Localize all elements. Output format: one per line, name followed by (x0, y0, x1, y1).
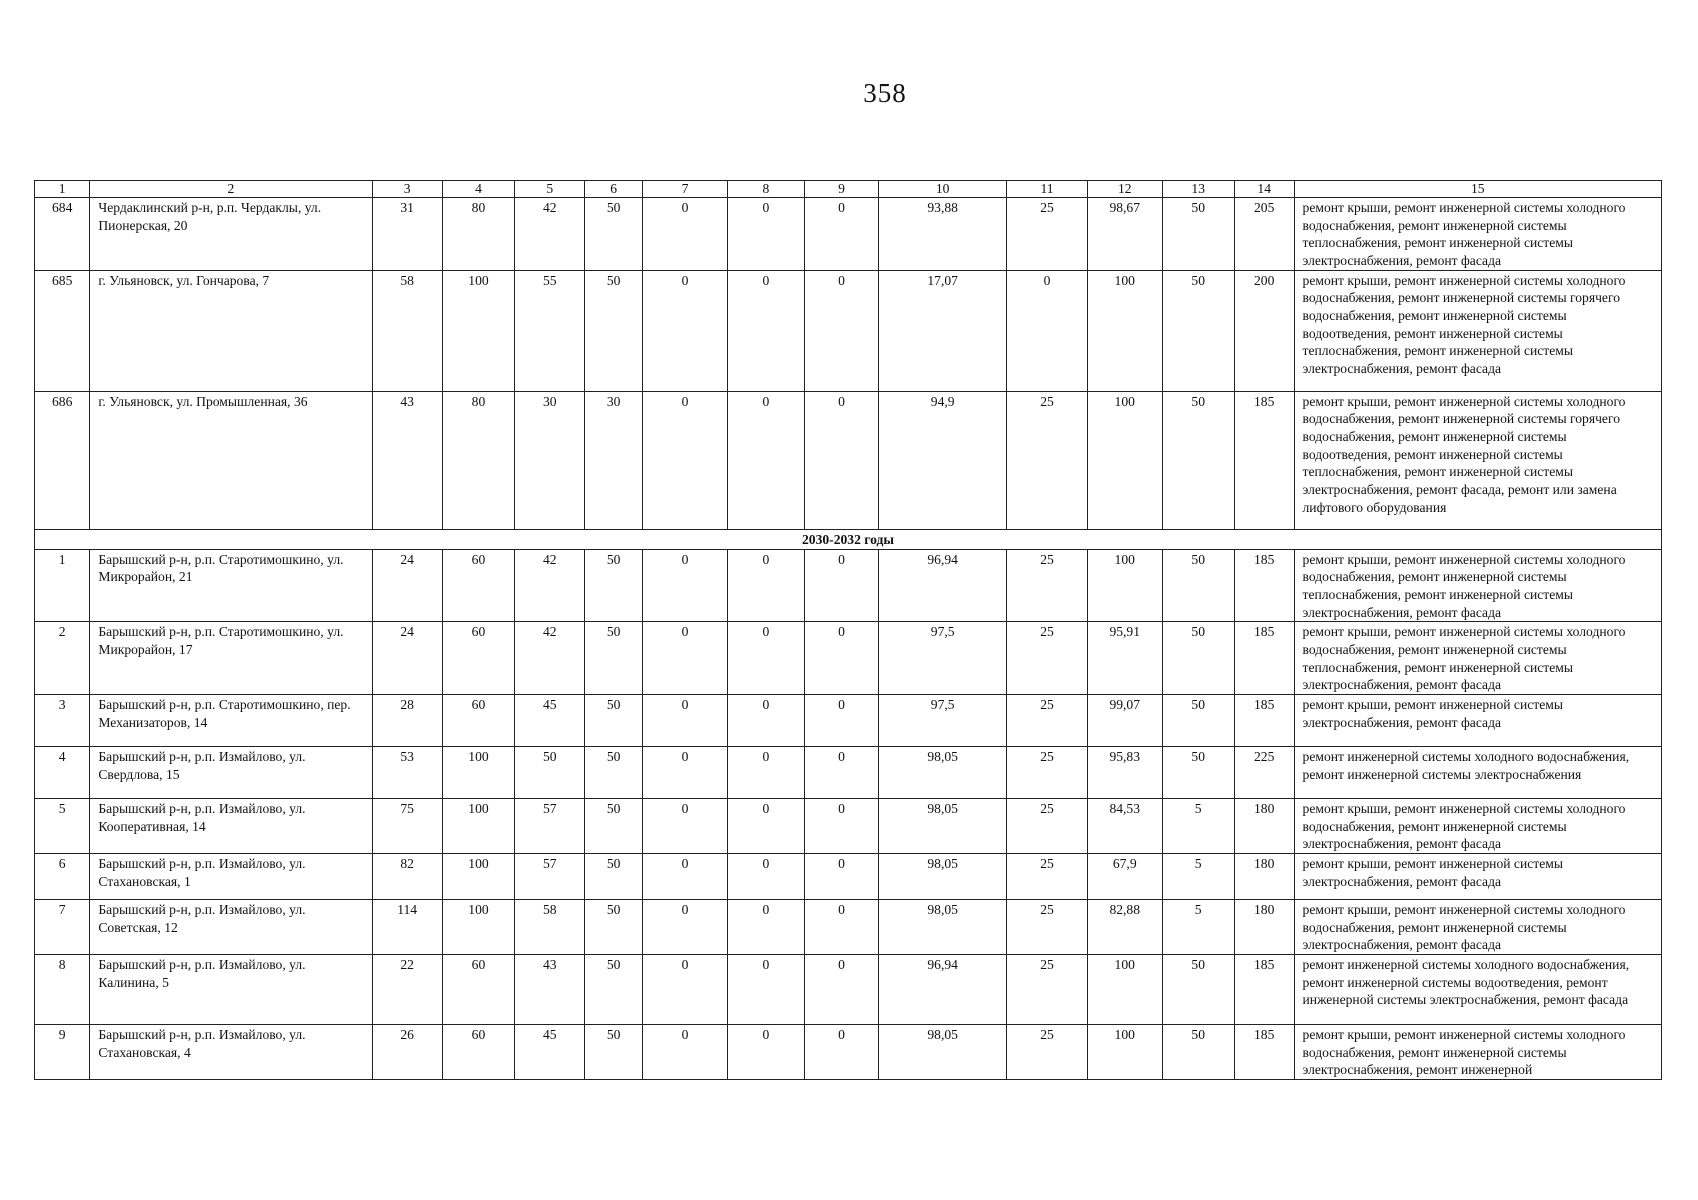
column-number: 9 (804, 181, 879, 198)
table-cell: 80 (442, 198, 514, 271)
table-cell: 185 (1234, 695, 1294, 747)
table-cell: 25 (1007, 900, 1088, 955)
table-cell: 5 (1162, 854, 1234, 900)
table-cell: 42 (515, 622, 585, 695)
table-cell: 50 (1162, 747, 1234, 799)
table-cell: 50 (585, 270, 642, 391)
column-number: 12 (1087, 181, 1162, 198)
column-number: 1 (35, 181, 90, 198)
table-cell: 55 (515, 270, 585, 391)
table-cell: 185 (1234, 955, 1294, 1025)
table-cell: 100 (1087, 1025, 1162, 1080)
repair-works-cell: ремонт крыши, ремонт инженерной системы холодного водоснабжения, ремонт инженерной системы электроснабжения, ремонт фасада (1294, 799, 1661, 854)
table-cell: 57 (515, 854, 585, 900)
table-cell: 180 (1234, 854, 1294, 900)
table-cell: 100 (442, 747, 514, 799)
table-cell: 84,53 (1087, 799, 1162, 854)
row-number-cell: 684 (35, 198, 90, 271)
table-cell: 0 (642, 747, 727, 799)
table-cell: 0 (642, 391, 727, 529)
table-cell: 45 (515, 1025, 585, 1080)
table-cell: 50 (585, 747, 642, 799)
table-cell: 0 (642, 622, 727, 695)
table-cell: 96,94 (879, 549, 1007, 622)
table-cell: 58 (372, 270, 442, 391)
table-cell: 0 (642, 270, 727, 391)
table-cell: 50 (585, 198, 642, 271)
column-number: 6 (585, 181, 642, 198)
column-number: 4 (442, 181, 514, 198)
repair-works-cell: ремонт крыши, ремонт инженерной системы холодного водоснабжения, ремонт инженерной системы горячего водоснабжения, ремонт инженерной системы водоотведения, ремонт инженерной системы теплоснабжения, ремонт инженерной системы электроснабжения, ремонт фасада (1294, 270, 1661, 391)
table-cell: 0 (728, 270, 805, 391)
table-cell: 185 (1234, 549, 1294, 622)
repair-works-cell: ремонт крыши, ремонт инженерной системы электроснабжения, ремонт фасада (1294, 695, 1661, 747)
table-cell: 0 (642, 854, 727, 900)
column-number: 2 (90, 181, 372, 198)
repair-works-cell: ремонт крыши, ремонт инженерной системы холодного водоснабжения, ремонт инженерной системы горячего водоснабжения, ремонт инженерной системы водоотведения, ремонт инженерной системы теплоснабжения, ремонт инженерной системы электроснабжения, ремонт фасада, ремонт или замена лифтового оборудования (1294, 391, 1661, 529)
table-cell: 0 (728, 854, 805, 900)
table-cell: 43 (372, 391, 442, 529)
table-cell: 100 (1087, 955, 1162, 1025)
table-cell: 45 (515, 695, 585, 747)
table-cell: 5 (1162, 900, 1234, 955)
address-cell: Барышский р-н, р.п. Старотимошкино, пер. Механизаторов, 14 (90, 695, 372, 747)
table-row (35, 747, 1662, 799)
address-cell: Барышский р-н, р.п. Старотимошкино, ул. Микрорайон, 17 (90, 622, 372, 695)
repair-works-cell: ремонт крыши, ремонт инженерной системы холодного водоснабжения, ремонт инженерной системы теплоснабжения, ремонт инженерной системы электроснабжения, ремонт фасада (1294, 549, 1661, 622)
table-cell: 0 (728, 747, 805, 799)
table-cell: 57 (515, 799, 585, 854)
table-cell: 98,05 (879, 900, 1007, 955)
row-number-cell: 3 (35, 695, 90, 747)
repair-works-cell: ремонт инженерной системы холодного водоснабжения, ремонт инженерной системы водоотведения, ремонт инженерной системы электроснабжения, ремонт фасада (1294, 955, 1661, 1025)
table-cell: 25 (1007, 695, 1088, 747)
address-cell: Барышский р-н, р.п. Измайлово, ул. Свердлова, 15 (90, 747, 372, 799)
address-cell: Барышский р-н, р.п. Измайлово, ул. Калинина, 5 (90, 955, 372, 1025)
table-cell: 100 (442, 900, 514, 955)
table-cell: 50 (1162, 622, 1234, 695)
section-row (35, 529, 1662, 549)
table-row (35, 622, 1662, 695)
column-number: 5 (515, 181, 585, 198)
table-cell: 50 (585, 1025, 642, 1080)
table-cell: 17,07 (879, 270, 1007, 391)
table-cell: 93,88 (879, 198, 1007, 271)
repair-works-cell: ремонт крыши, ремонт инженерной системы холодного водоснабжения, ремонт инженерной системы электроснабжения, ремонт фасада (1294, 900, 1661, 955)
table-cell: 42 (515, 549, 585, 622)
table-cell: 25 (1007, 799, 1088, 854)
column-number-row (35, 181, 1662, 198)
table-cell: 97,5 (879, 622, 1007, 695)
address-cell: Барышский р-н, р.п. Измайлово, ул. Советская, 12 (90, 900, 372, 955)
table-cell: 95,91 (1087, 622, 1162, 695)
table-cell: 0 (804, 799, 879, 854)
table-cell: 100 (442, 854, 514, 900)
page-number: 358 (863, 78, 907, 108)
table-cell: 50 (1162, 1025, 1234, 1080)
table-cell: 98,05 (879, 854, 1007, 900)
table-cell: 205 (1234, 198, 1294, 271)
table-cell: 0 (804, 198, 879, 271)
table-cell: 30 (585, 391, 642, 529)
table-cell: 50 (585, 900, 642, 955)
table-cell: 50 (585, 622, 642, 695)
table-cell: 0 (804, 549, 879, 622)
table-cell: 42 (515, 198, 585, 271)
table-body (35, 181, 1662, 1080)
table-cell: 50 (585, 799, 642, 854)
table-cell: 25 (1007, 747, 1088, 799)
table-row (35, 198, 1662, 271)
table-cell: 0 (804, 695, 879, 747)
table-cell: 0 (804, 622, 879, 695)
table-cell: 50 (1162, 391, 1234, 529)
table-cell: 200 (1234, 270, 1294, 391)
column-number: 14 (1234, 181, 1294, 198)
table-cell: 60 (442, 955, 514, 1025)
table-cell: 67,9 (1087, 854, 1162, 900)
column-number: 3 (372, 181, 442, 198)
table-cell: 225 (1234, 747, 1294, 799)
table-cell: 25 (1007, 955, 1088, 1025)
table-cell: 0 (642, 900, 727, 955)
table-cell: 50 (1162, 695, 1234, 747)
table-cell: 0 (728, 549, 805, 622)
table-cell: 80 (442, 391, 514, 529)
table-row (35, 900, 1662, 955)
table-cell: 60 (442, 695, 514, 747)
row-number-cell: 685 (35, 270, 90, 391)
table-cell: 0 (728, 391, 805, 529)
table-cell: 50 (1162, 198, 1234, 271)
table-cell: 185 (1234, 622, 1294, 695)
table-cell: 95,83 (1087, 747, 1162, 799)
table-row (35, 391, 1662, 529)
row-number-cell: 7 (35, 900, 90, 955)
table-cell: 22 (372, 955, 442, 1025)
table-cell: 0 (728, 622, 805, 695)
table-cell: 0 (728, 955, 805, 1025)
table-cell: 0 (804, 270, 879, 391)
repair-works-cell: ремонт крыши, ремонт инженерной системы холодного водоснабжения, ремонт инженерной системы теплоснабжения, ремонт инженерной системы электроснабжения, ремонт фасада (1294, 622, 1661, 695)
column-number: 11 (1007, 181, 1088, 198)
table-cell: 98,67 (1087, 198, 1162, 271)
table-cell: 0 (804, 1025, 879, 1080)
table-cell: 0 (1007, 270, 1088, 391)
table-cell: 98,05 (879, 747, 1007, 799)
table-cell: 0 (642, 549, 727, 622)
table-cell: 50 (515, 747, 585, 799)
row-number-cell: 686 (35, 391, 90, 529)
table-row (35, 270, 1662, 391)
table-cell: 0 (728, 198, 805, 271)
table-cell: 185 (1234, 391, 1294, 529)
column-number: 15 (1294, 181, 1661, 198)
table-row (35, 695, 1662, 747)
table-row (35, 854, 1662, 900)
table-cell: 28 (372, 695, 442, 747)
table-cell: 25 (1007, 549, 1088, 622)
address-cell: г. Ульяновск, ул. Гончарова, 7 (90, 270, 372, 391)
row-number-cell: 2 (35, 622, 90, 695)
table-cell: 60 (442, 1025, 514, 1080)
address-cell: Барышский р-н, р.п. Измайлово, ул. Кооперативная, 14 (90, 799, 372, 854)
table-cell: 24 (372, 622, 442, 695)
repair-works-cell: ремонт крыши, ремонт инженерной системы холодного водоснабжения, ремонт инженерной системы теплоснабжения, ремонт инженерной системы электроснабжения, ремонт фасада (1294, 198, 1661, 271)
row-number-cell: 8 (35, 955, 90, 1025)
table-cell: 180 (1234, 900, 1294, 955)
table-cell: 0 (728, 695, 805, 747)
table-cell: 75 (372, 799, 442, 854)
table-row (35, 1025, 1662, 1080)
table-cell: 50 (585, 955, 642, 1025)
repair-works-cell: ремонт инженерной системы холодного водоснабжения, ремонт инженерной системы электроснабжения (1294, 747, 1661, 799)
table-row (35, 799, 1662, 854)
table-cell: 43 (515, 955, 585, 1025)
table-row (35, 955, 1662, 1025)
table-cell: 100 (442, 270, 514, 391)
row-number-cell: 1 (35, 549, 90, 622)
table-cell: 0 (804, 854, 879, 900)
table-cell: 0 (728, 799, 805, 854)
repair-schedule-table (34, 180, 1662, 1080)
repair-works-cell: ремонт крыши, ремонт инженерной системы электроснабжения, ремонт фасада (1294, 854, 1661, 900)
table-cell: 94,9 (879, 391, 1007, 529)
address-cell: Барышский р-н, р.п. Измайлово, ул. Стахановская, 1 (90, 854, 372, 900)
table-cell: 97,5 (879, 695, 1007, 747)
column-number: 7 (642, 181, 727, 198)
table-cell: 0 (804, 955, 879, 1025)
table-cell: 50 (585, 549, 642, 622)
table-cell: 0 (642, 799, 727, 854)
table-cell: 100 (442, 799, 514, 854)
table-cell: 0 (642, 1025, 727, 1080)
table-cell: 100 (1087, 270, 1162, 391)
column-number: 8 (728, 181, 805, 198)
row-number-cell: 4 (35, 747, 90, 799)
table-cell: 25 (1007, 622, 1088, 695)
table-cell: 50 (585, 695, 642, 747)
table-cell: 30 (515, 391, 585, 529)
column-number: 13 (1162, 181, 1234, 198)
address-cell: Барышский р-н, р.п. Измайлово, ул. Стахановская, 4 (90, 1025, 372, 1080)
table-cell: 25 (1007, 391, 1088, 529)
address-cell: Чердаклинский р-н, р.п. Чердаклы, ул. Пионерская, 20 (90, 198, 372, 271)
table-cell: 100 (1087, 549, 1162, 622)
table-cell: 53 (372, 747, 442, 799)
row-number-cell: 6 (35, 854, 90, 900)
table-cell: 99,07 (1087, 695, 1162, 747)
table-cell: 60 (442, 622, 514, 695)
column-number: 10 (879, 181, 1007, 198)
table-cell: 25 (1007, 1025, 1088, 1080)
table-cell: 26 (372, 1025, 442, 1080)
table-cell: 185 (1234, 1025, 1294, 1080)
table-cell: 0 (804, 747, 879, 799)
table-row (35, 549, 1662, 622)
table-cell: 58 (515, 900, 585, 955)
table-cell: 82 (372, 854, 442, 900)
table-cell: 50 (1162, 270, 1234, 391)
table-cell: 50 (585, 854, 642, 900)
row-number-cell: 9 (35, 1025, 90, 1080)
table-cell: 98,05 (879, 1025, 1007, 1080)
table-cell: 60 (442, 549, 514, 622)
table-cell: 98,05 (879, 799, 1007, 854)
address-cell: г. Ульяновск, ул. Промышленная, 36 (90, 391, 372, 529)
table-cell: 31 (372, 198, 442, 271)
table-cell: 82,88 (1087, 900, 1162, 955)
row-number-cell: 5 (35, 799, 90, 854)
table-cell: 0 (804, 391, 879, 529)
table-cell: 25 (1007, 854, 1088, 900)
table-cell: 0 (642, 695, 727, 747)
table-cell: 0 (642, 198, 727, 271)
table-cell: 0 (728, 1025, 805, 1080)
table-cell: 25 (1007, 198, 1088, 271)
table-cell: 50 (1162, 955, 1234, 1025)
table-cell: 5 (1162, 799, 1234, 854)
table-cell: 50 (1162, 549, 1234, 622)
address-cell: Барышский р-н, р.п. Старотимошкино, ул. Микрорайон, 21 (90, 549, 372, 622)
table-cell: 100 (1087, 391, 1162, 529)
section-title: 2030-2032 годы (35, 529, 1662, 549)
table-cell: 180 (1234, 799, 1294, 854)
table-cell: 96,94 (879, 955, 1007, 1025)
table-cell: 0 (642, 955, 727, 1025)
table-cell: 24 (372, 549, 442, 622)
table-cell: 0 (728, 900, 805, 955)
repair-works-cell: ремонт крыши, ремонт инженерной системы холодного водоснабжения, ремонт инженерной системы электроснабжения, ремонт инженерной (1294, 1025, 1661, 1080)
table-cell: 114 (372, 900, 442, 955)
table-cell: 0 (804, 900, 879, 955)
